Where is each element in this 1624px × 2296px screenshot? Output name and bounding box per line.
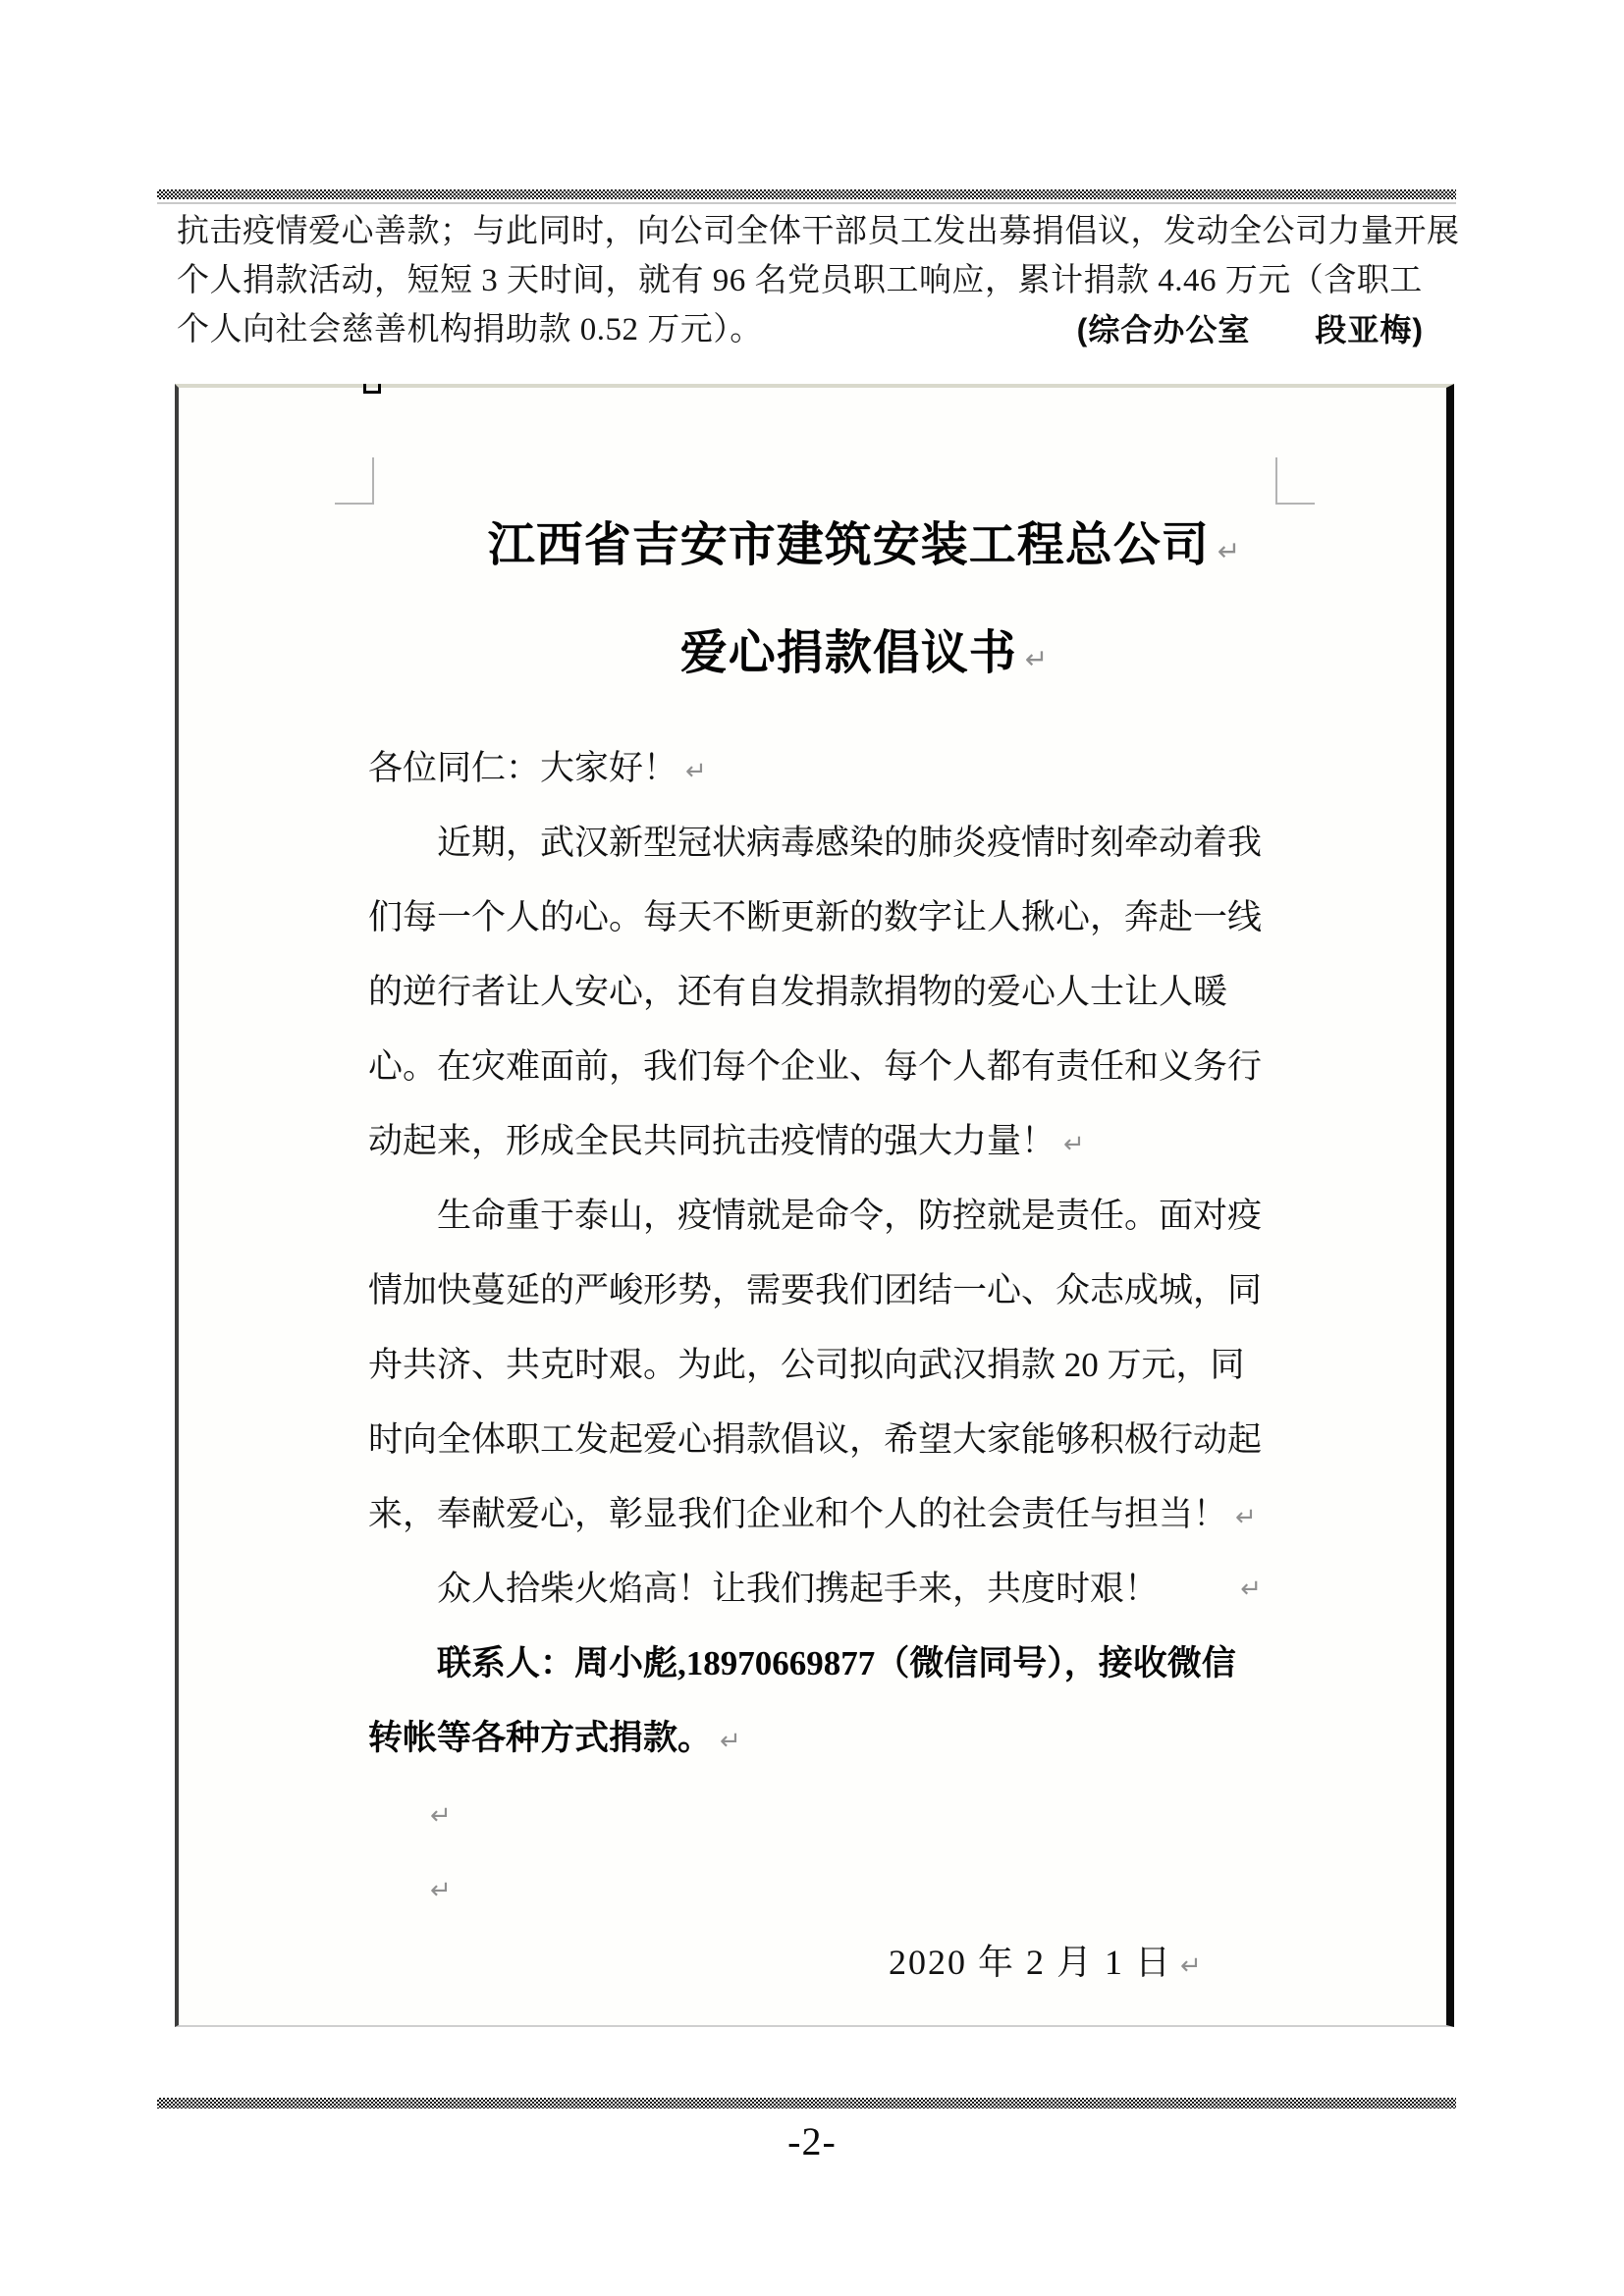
letter-line <box>368 1179 1264 1254</box>
header-rule-thin-line <box>157 202 1456 204</box>
pilcrow-mark: ↵ <box>720 1727 741 1756</box>
page-number: -2- <box>787 2119 837 2163</box>
letter-line <box>368 955 1264 1030</box>
letter-line-text: 来，奉献爱心，彰显我们企业和个人的社会责任与担当！ <box>368 1495 1228 1533</box>
letter-line-text: 们每一个人的心。每天不断更新的数字让人揪心，奔赴一线 <box>368 898 1263 936</box>
letter-line-text: 心。在灾难面前，我们每个企业、每个人都有责任和义务行 <box>368 1047 1263 1086</box>
letter-empty-line <box>368 1850 1264 1925</box>
intro-line-text: 个人向社会慈善机构捐助款 0.52 万元）。 <box>177 312 763 347</box>
intro-line-text: 抗击疫情爱心善款；与此同时，向公司全体干部员工发出募捐倡议，发动全公司力量开展 <box>177 214 1460 249</box>
letter-line <box>368 1104 1264 1179</box>
letter-line-text: 情加快蔓延的严峻形势，需要我们团结一心、众志成城，同 <box>368 1271 1263 1309</box>
letter-line <box>368 1552 1264 1627</box>
letter-line <box>368 806 1264 881</box>
letter-line <box>368 1030 1264 1104</box>
pilcrow-mark: ↵ <box>1235 1503 1257 1532</box>
letter-body <box>368 731 1264 2000</box>
letter-line <box>368 881 1264 955</box>
letter-title-text: 江西省吉安市建筑安装工程总公司 <box>487 519 1210 571</box>
text-boundary-mark-right <box>1275 457 1315 505</box>
intro-paragraph <box>177 207 1460 354</box>
letter-line-text: 舟共济、共克时艰。为此，公司拟向武汉捐款 20 万元，同 <box>368 1346 1245 1384</box>
scan-top-notch-mark <box>363 384 381 394</box>
letter-line <box>368 1477 1264 1552</box>
letter-line-text: 生命重于泰山，疫情就是命令，防控就是责任。面对疫 <box>437 1197 1263 1235</box>
pilcrow-mark: ↵ <box>430 1801 452 1831</box>
intro-line <box>177 207 1460 256</box>
attribution-office-author: (综合办公室 段亚梅) <box>1076 312 1424 347</box>
letter-date-line <box>368 1925 1264 2000</box>
pilcrow-mark: ↵ <box>1217 535 1241 567</box>
text-boundary-mark-left <box>335 457 374 505</box>
header-rule-band <box>157 189 1456 199</box>
intro-line-text: 个人捐款活动，短短 3 天时间，就有 96 名党员职工响应，累计捐款 4.46 万元（含职工 <box>177 263 1423 298</box>
letter-line <box>368 1254 1264 1328</box>
letter-line-contact <box>368 1701 1264 1776</box>
letter-empty-line <box>368 1776 1264 1850</box>
letter-title-line2 <box>368 626 1360 687</box>
intro-line <box>177 256 1445 305</box>
letter-date-text: 2020 年 2 月 1 日 <box>889 1943 1173 1982</box>
letter-line-text: 时向全体职工发起爱心捐款倡议，希望大家能够积极行动起 <box>368 1420 1263 1459</box>
letter-line-text: 各位同仁：大家好！ <box>368 749 678 787</box>
letter-title-line1 <box>368 518 1360 579</box>
letter-line <box>368 731 1264 806</box>
letter-line-text: 近期，武汉新型冠状病毒感染的肺炎疫情时刻牵动着我 <box>437 824 1263 862</box>
pilcrow-mark: ↵ <box>1180 1951 1202 1981</box>
pilcrow-mark: ↵ <box>1024 643 1049 675</box>
footer-rule-band <box>157 2098 1456 2109</box>
letter-title-text: 爱心捐款倡议书 <box>679 627 1017 679</box>
letter-line-text: 动起来，形成全民共同抗击疫情的强大力量！ <box>368 1122 1056 1160</box>
letter-line <box>368 1403 1264 1477</box>
letter-line-text: 的逆行者让人安心，还有自发捐款捐物的爱心人士让人暖 <box>368 973 1228 1011</box>
pilcrow-mark: ↵ <box>685 757 707 786</box>
pilcrow-mark: ↵ <box>1240 1575 1262 1604</box>
letter-line-text: 转帐等各种方式捐款。 <box>368 1719 713 1757</box>
letter-line-text: 众人拾柴火焰高！让我们携起手来，共度时艰！ <box>437 1570 1160 1608</box>
intro-line <box>177 305 1445 354</box>
pilcrow-mark: ↵ <box>1063 1130 1085 1159</box>
letter-line-text: 联系人：周小彪,18970669877（微信同号），接收微信 <box>437 1644 1236 1682</box>
pilcrow-mark: ↵ <box>430 1876 452 1905</box>
letter-line-contact <box>368 1627 1264 1701</box>
letter-line <box>368 1328 1264 1403</box>
